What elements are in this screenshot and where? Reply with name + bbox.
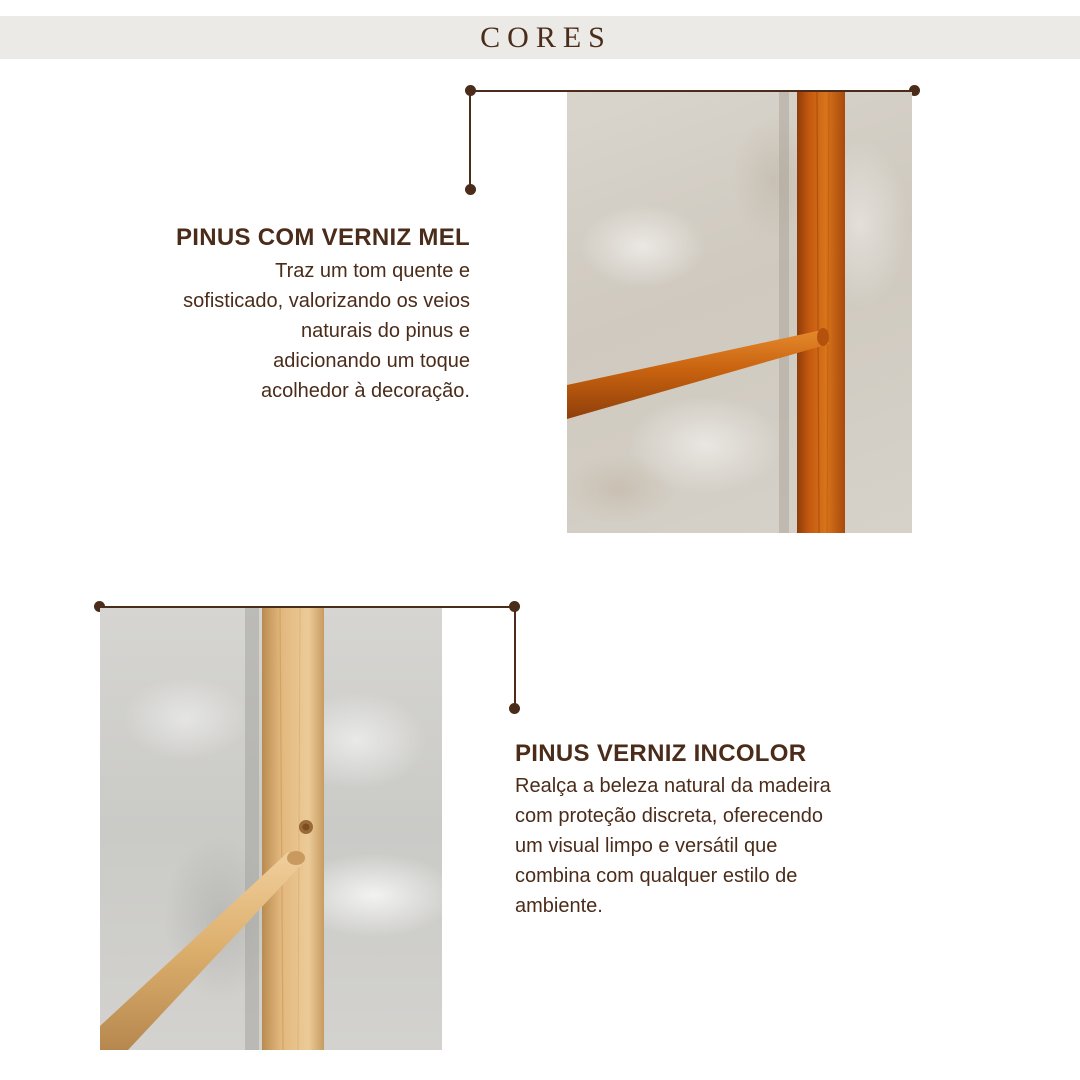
header-band <box>0 16 1080 59</box>
description-line: sofisticado, valorizando os veios <box>183 290 470 312</box>
connector-line <box>469 91 471 190</box>
description-line: Traz um tom quente e <box>275 260 470 282</box>
connector-line <box>514 607 516 709</box>
description-line: um visual limpo e versátil que <box>515 835 778 857</box>
item-1-description <box>183 256 470 406</box>
description-line: acolhedor à decoração. <box>260 380 470 402</box>
item-2-title: PINUS VERNIZ INCOLOR <box>515 740 807 767</box>
description-line: naturais do pinus e <box>300 320 470 342</box>
connector-dot <box>509 703 520 714</box>
clear-varnish-photo <box>100 608 442 1050</box>
description-line: ambiente. <box>515 895 603 917</box>
page-title: CORES <box>480 20 612 54</box>
honey-varnish-photo <box>567 92 912 533</box>
item-2-description <box>515 771 831 921</box>
description-line: com proteção discreta, oferecendo <box>515 805 823 827</box>
description-line: combina com qualquer estilo de <box>515 865 798 887</box>
connector-dot <box>509 601 520 612</box>
connector-dot <box>465 184 476 195</box>
description-line: Realça a beleza natural da madeira <box>515 775 831 797</box>
description-line: adicionando um toque <box>273 350 470 372</box>
item-1-title: PINUS COM VERNIZ MEL <box>175 224 470 251</box>
connector-dot <box>465 85 476 96</box>
